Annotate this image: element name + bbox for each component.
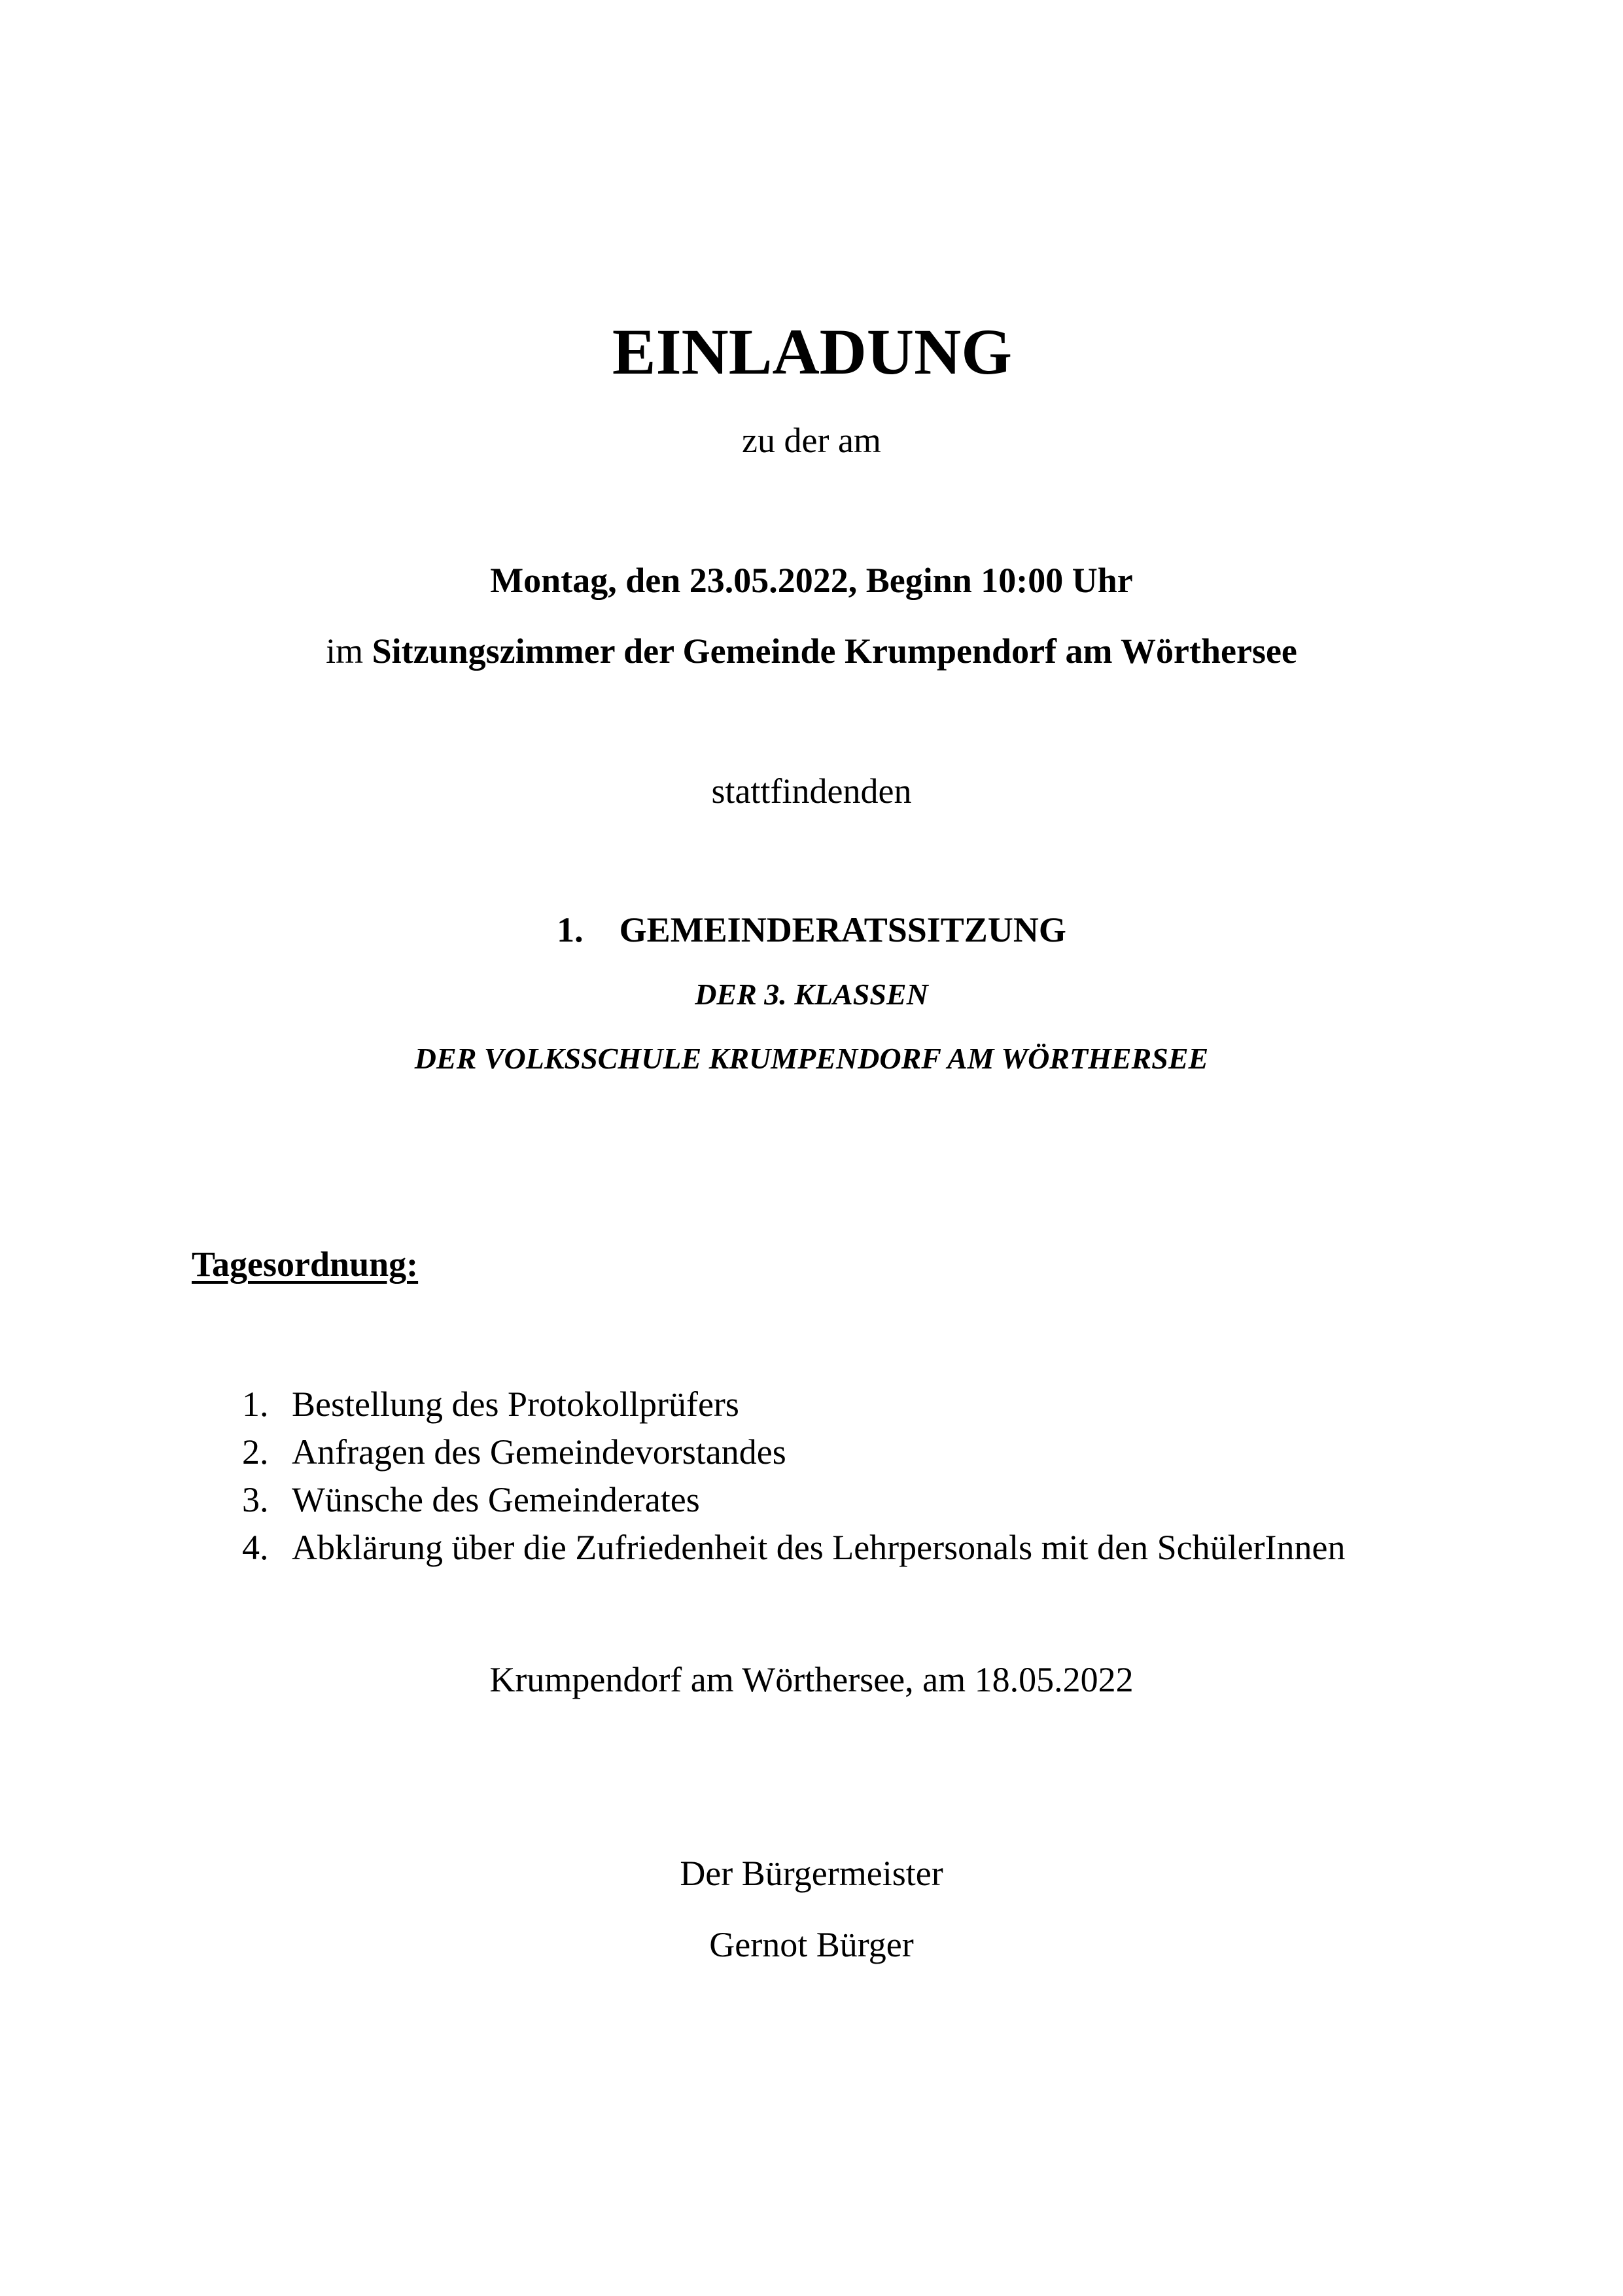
intro-text: zu der am [742, 421, 881, 460]
place-and-date: Krumpendorf am Wörthersee, am 18.05.2022 [489, 1660, 1134, 1699]
agenda-item-text: Bestellung des Protokollprüfers [292, 1385, 739, 1424]
agenda-item-text: Anfragen des Gemeindevorstandes [292, 1432, 786, 1472]
session-number: 1. [557, 910, 584, 949]
signature-name: Gernot Bürger [709, 1925, 914, 1964]
session-name: GEMEINDERATSSITZUNG [619, 910, 1066, 949]
location-prefix: im [326, 631, 364, 671]
classes-subtitle: DER 3. KLASSEN [695, 978, 928, 1011]
agenda-item [242, 1381, 1345, 1428]
meeting-location [0, 633, 1623, 669]
agenda-item-number: 3. [242, 1480, 269, 1519]
location-name: Sitzungszimmer der Gemeinde Krumpendorf am Wörthersee [372, 631, 1297, 671]
agenda-item-number: 1. [242, 1385, 269, 1424]
meeting-date: Montag, den 23.05.2022, Beginn 10:00 Uhr [490, 561, 1133, 600]
signature-title: Der Bürgermeister [680, 1854, 943, 1893]
agenda-item-number: 4. [242, 1528, 269, 1567]
session-title [0, 912, 1623, 947]
agenda-item-number: 2. [242, 1432, 269, 1472]
agenda-item [242, 1524, 1345, 1572]
stattfindenden-text: stattfindenden [711, 771, 912, 811]
agenda-heading: Tagesordnung: [192, 1245, 419, 1284]
agenda-list [242, 1381, 1345, 1572]
agenda-item-text: Abklärung über die Zufriedenheit des Lehrpersonals mit den SchülerInnen [292, 1528, 1346, 1567]
document-title: EINLADUNG [612, 315, 1013, 388]
agenda-item [242, 1428, 1345, 1476]
agenda-item [242, 1476, 1345, 1524]
school-subtitle: DER VOLKSSCHULE KRUMPENDORF AM WÖRTHERSEE [414, 1042, 1209, 1075]
agenda-item-text: Wünsche des Gemeinderates [292, 1480, 700, 1519]
